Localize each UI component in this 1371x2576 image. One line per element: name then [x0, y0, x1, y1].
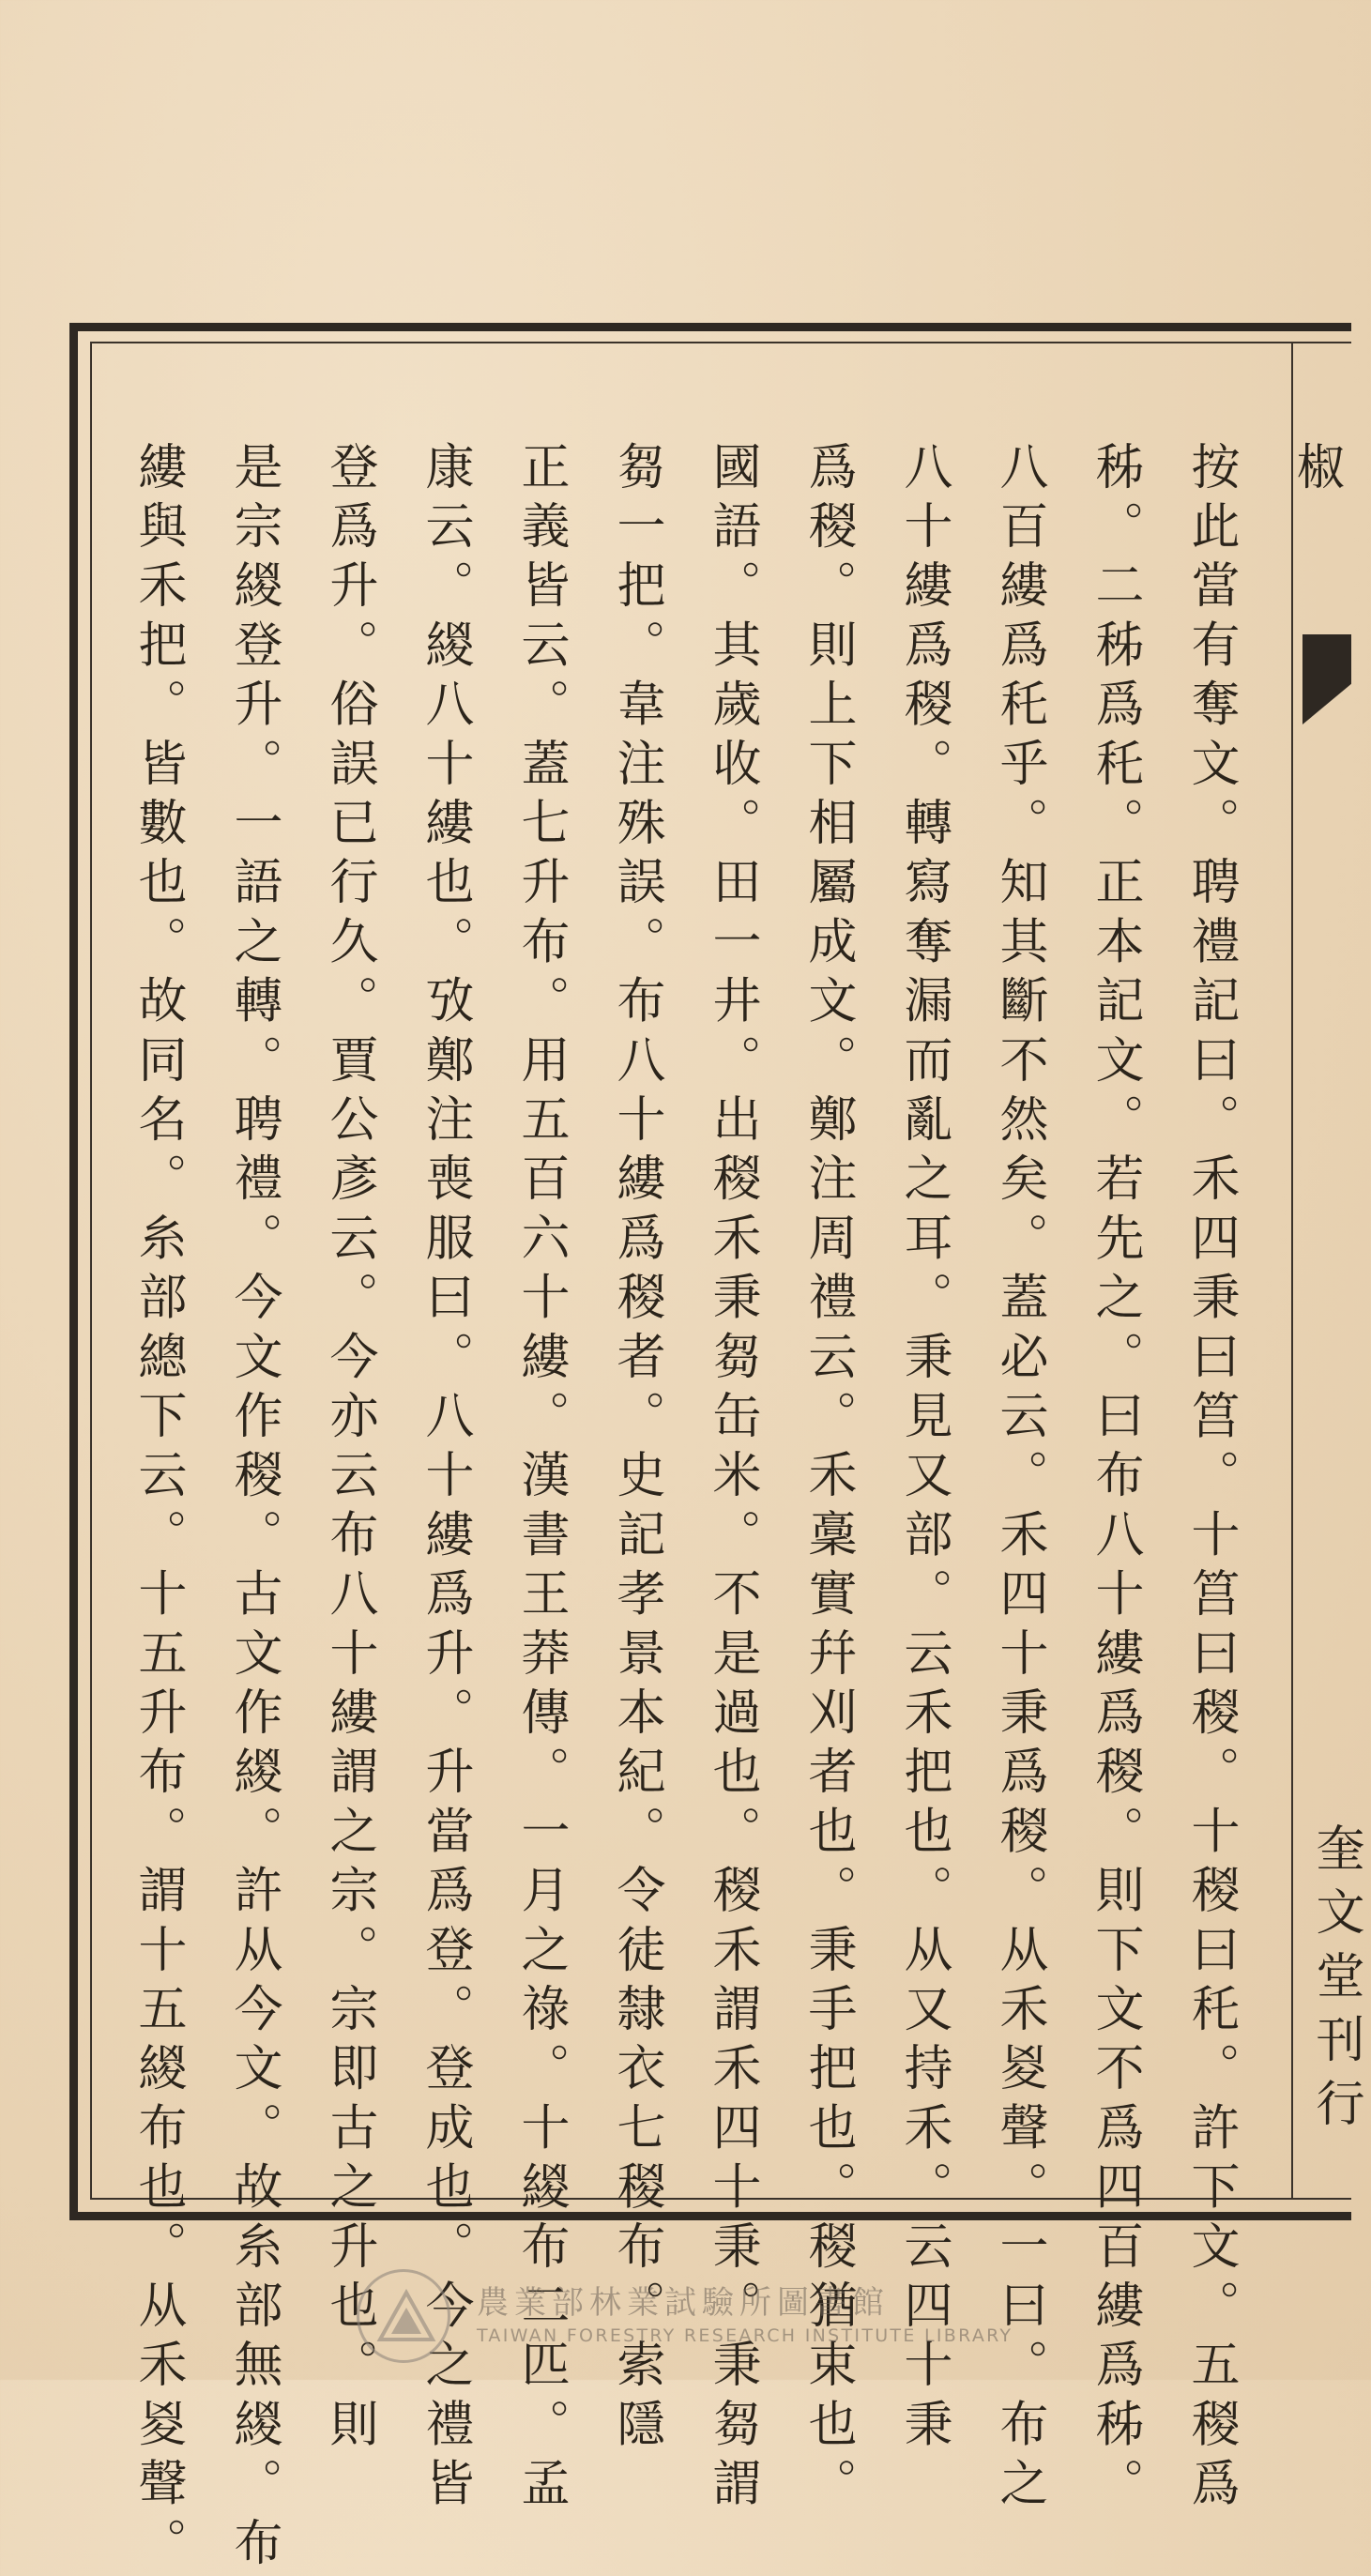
text-column: 登爲升。俗誤已行久。賈公彥云。今亦云布八十縷謂之宗。宗即古之升也。則 [321, 441, 377, 2458]
text-column: 爲稯。則上下相屬成文。鄭注周禮云。禾稾實幷刈者也。秉手把也。稯猶束也。 [800, 441, 856, 2517]
library-seal-icon [357, 2269, 450, 2363]
margin-title-fragment: 椒 [1287, 441, 1344, 499]
text-column: 縷與禾把。皆數也。故同名。糸部總下云。十五升布。謂十五緵布也。从禾㚇聲。 [129, 441, 186, 2576]
publisher-imprint: 奎文堂刊行 [1307, 1822, 1363, 2142]
text-column: 國語。其歲收。田一井。出稯禾秉芻缶米。不是過也。稯禾謂禾四十秉。秉芻謂 [704, 441, 760, 2517]
library-name: 農業部林業試驗所圖書館 [477, 2284, 890, 2322]
library-name-english: TAIWAN FORESTRY RESEARCH INSTITUTE LIBRARY [477, 2325, 1013, 2346]
text-column: 正義皆云。蓋七升布。用五百六十縷。漢書王莽傳。一月之祿。十緵布二匹。孟 [512, 441, 569, 2517]
text-column: 秭。二秭爲秅。正本記文。若先之。曰布八十縷爲稯。則下文不爲四百縷爲秭。 [1087, 441, 1143, 2517]
fold-line [1291, 342, 1293, 2200]
text-column: 按此當有奪文。聘禮記曰。禾四秉曰筥。十筥曰稯。十稯曰秅。許下文。五稯爲 [1182, 441, 1239, 2517]
text-column: 康云。緵八十縷也。攷鄭注喪服曰。八十縷爲升。升當爲登。登成也。今之禮皆 [417, 441, 473, 2517]
text-column: 芻一把。韋注殊誤。布八十縷爲稯者。史記孝景本紀。令徒隸衣七稯布。索隱 [608, 441, 664, 2458]
text-column: 八百縷爲秅乎。知其斷不然矣。蓋必云。禾四十秉爲稯。从禾㚇聲。一曰。布之 [991, 441, 1047, 2517]
text-column: 是宗緵登升。一語之轉。聘禮。今文作稯。古文作緵。許从今文。故糸部無緵。布 [225, 441, 282, 2576]
text-column: 八十縷爲稯。轉寫奪漏而亂之耳。秉見又部。云禾把也。从又持禾。云四十秉 [895, 441, 952, 2458]
library-watermark [357, 2269, 1032, 2363]
